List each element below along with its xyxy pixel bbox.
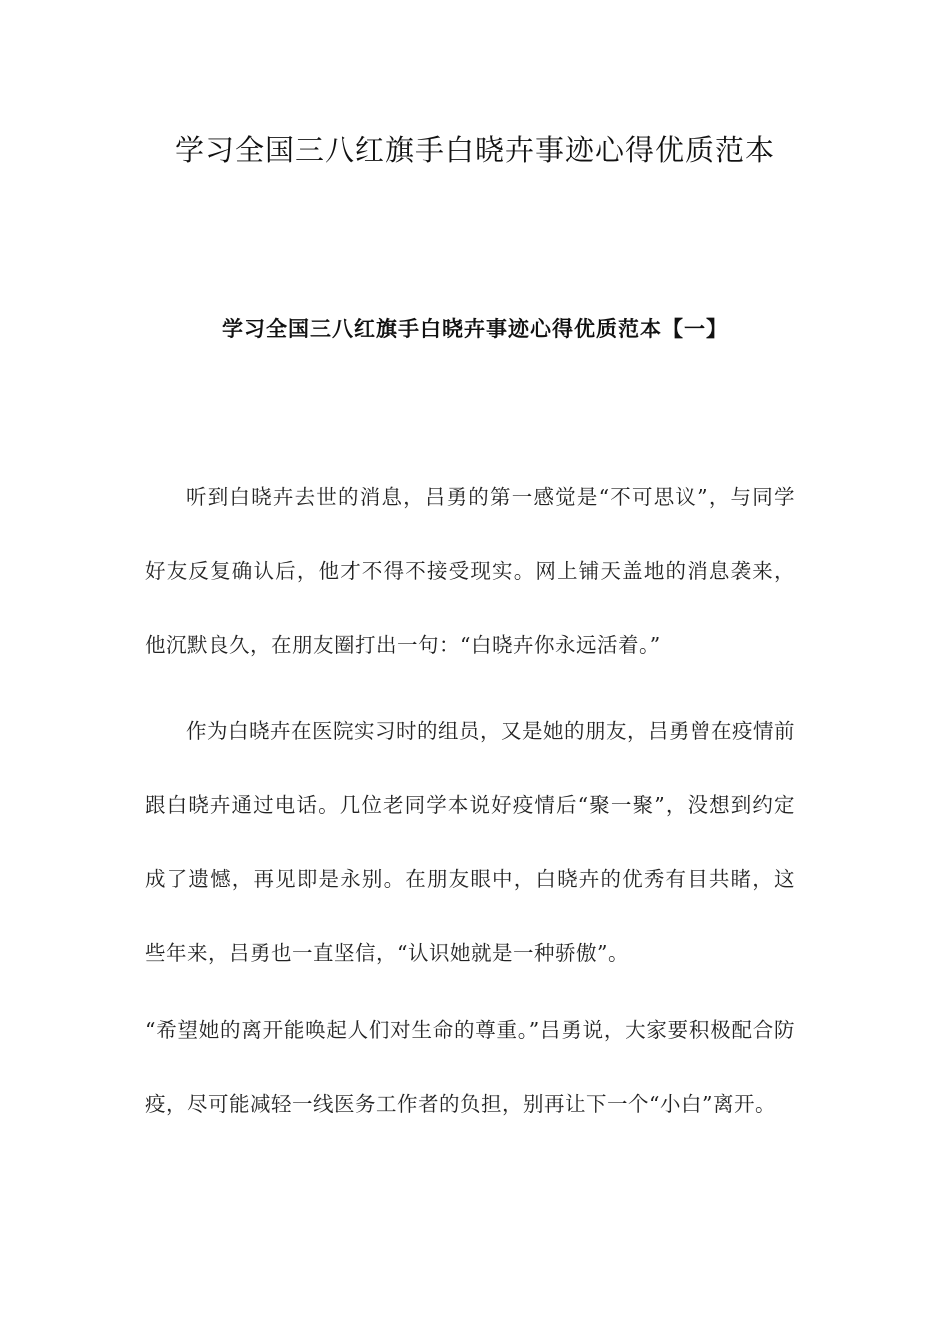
paragraph-1: 听到白晓卉去世的消息，吕勇的第一感觉是“不可思议”，与同学好友反复确认后，他才不得不接受现实。网上铺天盖地的消息袭来，他沉默良久，在朋友圈打出一句：“白晓卉你永远活着。” xyxy=(145,485,795,657)
paragraph-3: “希望她的离开能唤起人们对生命的尊重。”吕勇说，大家要积极配合防疫，尽可能减轻一线医务工作者的负担，别再让下一个“小白”离开。 xyxy=(145,1018,795,1116)
paragraph-2: 作为白晓卉在医院实习时的组员，又是她的朋友，吕勇曾在疫情前跟白晓卉通过电话。几位老同学本说好疫情后“聚一聚”，没想到约定成了遗憾，再见即是永别。在朋友眼中，白晓卉的优秀有目共睹，这些年来，吕勇也一直坚信，“认识她就是一种骄傲”。 xyxy=(145,719,795,965)
section-heading: 学习全国三八红旗手白晓卉事迹心得优质范本【一】 xyxy=(222,317,728,341)
document-title: 学习全国三八红旗手白晓卉事迹心得优质范本 xyxy=(174,133,775,167)
